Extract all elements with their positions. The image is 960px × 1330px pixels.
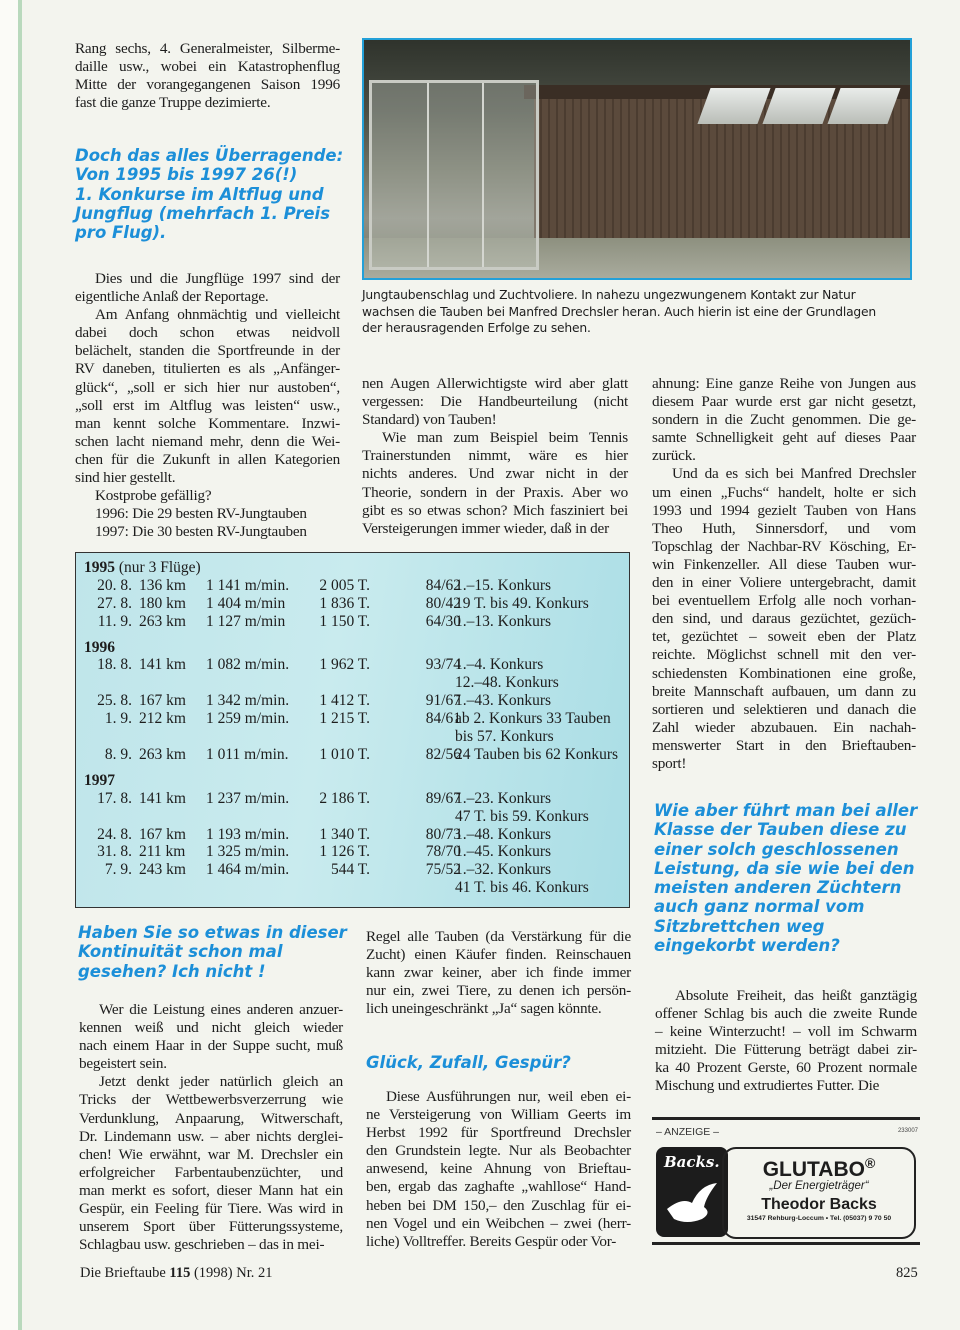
table-row	[84, 710, 629, 728]
birds-total: 1 126 T.	[319, 843, 370, 861]
table-row	[84, 613, 629, 631]
text-line: – keine Winterzucht! – voll im Schwarm	[655, 1023, 917, 1041]
flight-date: 24. 8.	[97, 825, 132, 843]
text-line: nen Vogel und ein Weibchen – zwei (herr-	[366, 1214, 631, 1232]
text-line: Und da es sich bei Manfred Drechsler	[672, 465, 916, 483]
distance: 167 km	[139, 692, 186, 710]
paragraph	[652, 465, 916, 773]
product-name-text: GLUTABO	[762, 1158, 865, 1181]
heading-line: Leistung, da sie wie bei den	[654, 858, 915, 878]
text-line: sind hier gestellt.	[75, 469, 176, 487]
paragraph	[75, 523, 340, 541]
binding-edge	[18, 0, 22, 1330]
column-3-body-text	[652, 375, 916, 773]
result: 41 T. bis 46. Konkurs	[455, 879, 589, 897]
flight-date: 8. 9.	[104, 745, 132, 763]
speed: 1 464 m/min.	[206, 861, 290, 879]
speed: 1 404 m/min	[206, 594, 286, 612]
text-line: RV daneben, titulierten es als „Anfänger-	[75, 360, 340, 378]
text-line: „soll erst im Altflug was leisten“ usw.,	[75, 396, 340, 414]
birds-total: 1 010 T.	[319, 745, 370, 763]
text-line: zurück.	[652, 447, 696, 465]
speed: 1 193 m/min.	[206, 825, 290, 843]
text-line: Rang sechs, 4. Generalmeister, Silberme-	[75, 40, 340, 57]
ad-code: 233007	[897, 1128, 918, 1134]
heading-line: Klasse der Tauben diese zu	[654, 820, 907, 840]
ad-top-rule	[652, 1117, 920, 1120]
heading-line: Haben Sie so etwas in dieser	[78, 923, 347, 942]
text-line: man kennt solche Kommentare. Inzwi-	[75, 414, 340, 432]
distance: 136 km	[139, 576, 186, 594]
heading-line: 1. Konkurse im Altflug und	[75, 184, 324, 204]
table-row	[84, 674, 629, 692]
text-line: reichte. Möglichst schnell mit den ver-	[652, 646, 916, 664]
paragraph	[75, 505, 340, 523]
table-year-heading	[84, 639, 629, 657]
photo-caption	[362, 287, 922, 337]
text-line: Dies und die Jungflüge 1997 sind der	[95, 270, 340, 287]
text-line: ahnung: Eine ganze Reihe von Jungen aus	[652, 375, 916, 392]
distance: 212 km	[139, 710, 186, 728]
distance: 141 km	[139, 656, 186, 674]
text-line: ka 40 Prozent Gerste, 60 Prozent normale	[655, 1059, 917, 1077]
text-line: liche) Volltreffer. Bereits Gespür oder Vor-	[366, 1232, 617, 1250]
heading-line: Glück, Zufall, Gespür?	[366, 1053, 571, 1072]
caption-line: der herausragenden Erfolge zu sehen.	[362, 321, 591, 335]
column-2-body-text	[362, 375, 628, 538]
text-line: nichts anderes. Und zwar nicht in der	[362, 465, 628, 483]
text-line: um einen „Fuchs“ handelt, holte er sich	[652, 483, 916, 501]
column-1-body-text	[75, 270, 340, 541]
product-name	[724, 1155, 914, 1182]
flight-date: 25. 8.	[97, 692, 132, 710]
text-line: Standard) von Tauben!	[362, 411, 497, 429]
birds-total: 1 150 T.	[319, 612, 370, 630]
text-line: menswerter Start in den Brieftauben-	[652, 736, 916, 754]
flight-date: 17. 8.	[97, 789, 132, 807]
distance: 211 km	[139, 843, 186, 861]
backs-logo	[656, 1147, 728, 1237]
text-line: Zahl wieder abzubauen. Ein nachah-	[652, 718, 916, 736]
paragraph	[79, 1073, 343, 1254]
dove-icon	[662, 1179, 722, 1229]
page-number: 825	[896, 1265, 918, 1281]
journal-name: Die Brieftaube	[80, 1265, 170, 1281]
speed: 1 082 m/min.	[206, 656, 290, 674]
speed: 1 325 m/min.	[206, 843, 290, 861]
text-line: heben bei DM 150,– den Zuschlag für ei-	[366, 1196, 631, 1214]
ad-bottom-rule	[652, 1242, 920, 1245]
birds-ratio: 78/70	[425, 843, 461, 861]
result: 12.–48. Konkurs	[455, 674, 559, 692]
text-line: unserem Sport über Fütterungssysteme,	[79, 1218, 343, 1236]
text-line: ne Versteigerung von William Geerts im	[366, 1106, 631, 1124]
flight-date: 1. 9.	[104, 710, 132, 728]
table-row	[84, 746, 629, 764]
text-line: chen für die Zukunft in allen Kategorien	[75, 450, 340, 468]
flight-date: 31. 8.	[97, 843, 132, 861]
table-row	[84, 843, 629, 861]
result: 1.–32. Konkurs	[455, 861, 552, 879]
table-spacer	[84, 764, 629, 772]
text-line: sondern in die Zucht genommen. Die ge-	[652, 411, 916, 429]
heading-line: gesehen? Ich nicht !	[78, 961, 266, 981]
distance: 263 km	[139, 612, 186, 630]
text-line: Kostprobe gefällig?	[95, 487, 212, 505]
speed: 1 259 m/min.	[206, 710, 290, 728]
birds-total: 1 836 T.	[319, 594, 370, 612]
heading-line: Sitzbrettchen weg	[654, 916, 825, 936]
flight-date: 27. 8.	[97, 594, 132, 612]
text-line: offener Schlag bis auch die zweite Runde	[655, 1005, 917, 1023]
text-line: Mischung und extrudiertes Futter. Die	[655, 1077, 880, 1095]
heading-line: auch ganz normal vom	[654, 897, 865, 917]
text-line: nen Augen Allerwichtigste wird aber glatt	[362, 375, 628, 392]
paragraph	[366, 1088, 631, 1251]
text-line: lich uneingeschränkt „Ja“ sagen könnte.	[366, 1000, 602, 1018]
heading-wie-aber	[654, 801, 924, 955]
text-line: Diese Ausführungen nur, weil eben ei-	[386, 1088, 631, 1105]
text-line: samte Schnelligkeit geht auf dieses Paar	[652, 429, 916, 447]
text-line: den sind, und daraus gezüchtet, gezüch-	[652, 610, 916, 628]
text-line: breite Mannschaft aufbauen, um dann zu	[652, 682, 916, 700]
distance: 167 km	[139, 825, 186, 843]
text-line: Wer die Leistung eines anderen anzuer-	[99, 1001, 343, 1018]
result: ab 2. Konkurs 33 Tauben	[455, 710, 611, 728]
text-line: Am Anfang ohnmächtig und vielleicht	[95, 306, 340, 324]
text-line: mitzieht. Die Fütterung beträgt dabei zir-	[655, 1041, 917, 1059]
birds-ratio: 93/74	[425, 656, 461, 674]
column-2-bottom-text	[366, 1088, 631, 1251]
ad-label: – ANZEIGE –	[656, 1126, 720, 1138]
result: 1.–4. Konkurs	[455, 656, 544, 674]
heading-line: Doch das alles Überragende:	[75, 146, 344, 165]
text-line: Topschlag der Nachbar-RV Kösching, Er-	[652, 537, 916, 555]
caption-line: wachsen die Tauben bei Manfred Drechsler heran. Auch hierin ist eine der Grundlagen	[362, 304, 876, 319]
year-label: 1997	[84, 771, 115, 789]
heading-glueck-zufall	[366, 1053, 636, 1072]
text-line: daille usw., wobei ein Katastrophenflug	[75, 58, 340, 76]
result: 1.–13. Konkurs	[455, 612, 552, 630]
text-line: den Grundstein legte. Nur als Beobachter	[366, 1142, 631, 1160]
text-line: Mitte der vorangegangenen Saison 1996	[75, 76, 340, 94]
text-line: kann zwar keiner, aber ich finde immer	[366, 964, 631, 982]
text-line: Wie man zum Beispiel beim Tennis	[382, 429, 628, 447]
speed: 1 011 m/min.	[206, 745, 289, 763]
text-line: schen lacht niemand mehr, denn die Wei-	[75, 432, 340, 450]
text-line: ben, ergab das zaghafte „wahllose“ Hand-	[366, 1178, 631, 1196]
text-line: Regel alle Tauben (da Verstärkung für die	[366, 928, 631, 945]
text-line: Absolute Freiheit, das heißt ganztägig	[675, 987, 917, 1004]
table-row	[84, 595, 629, 613]
birds-total: 2 186 T.	[319, 789, 370, 807]
speed: 1 141 m/min.	[206, 576, 290, 594]
paragraph	[75, 40, 340, 112]
table-year-heading	[84, 559, 629, 577]
company-address: 31547 Rehburg-Loccum • Tel. (05037) 9 70 50	[746, 1215, 892, 1222]
heading-line: Wie aber führt man bei aller	[654, 801, 918, 820]
flight-date: 7. 9.	[104, 861, 132, 879]
birds-ratio: 84/62	[425, 576, 461, 594]
text-line: 1993 und 1994 gezielt Tauben von Hans	[652, 501, 916, 519]
table-row	[84, 790, 629, 808]
text-line: sport!	[652, 754, 687, 772]
column-1-intro-text	[75, 40, 340, 112]
registered-mark: ®	[864, 1155, 876, 1171]
paragraph	[652, 375, 916, 465]
birds-ratio: 64/30	[425, 612, 461, 630]
speed: 1 237 m/min.	[206, 789, 290, 807]
logo-text: Backs.	[664, 1153, 720, 1171]
text-line: vergessen: Die Handbeurteilung (nicht	[362, 393, 628, 411]
birds-total: 2 005 T.	[319, 576, 370, 594]
speed: 1 127 m/min	[206, 612, 286, 630]
heading-haben-sie	[78, 923, 353, 981]
result: 47 T. bis 59. Konkurs	[455, 807, 589, 825]
text-line: 1997: Die 30 besten RV-Jungtauben	[95, 523, 307, 541]
advertisement-glutabo	[652, 1117, 920, 1247]
birds-total: 1 215 T.	[319, 710, 370, 728]
distance: 263 km	[139, 745, 186, 763]
text-line: fast die ganze Truppe dezimierte.	[75, 94, 271, 112]
text-line: Zucht) einen Käufer finden. Reinschauen	[366, 946, 631, 964]
text-line: glück“, „soll er sich hier nur austoben“,	[75, 378, 340, 396]
result: 19 T. bis 49. Konkurs	[455, 594, 589, 612]
heading-line: Kontinuität schon mal	[78, 942, 283, 962]
birds-ratio: 84/61	[425, 710, 461, 728]
text-line: Gespür, ein Feeling für Tiere. Was wird in	[79, 1200, 343, 1218]
text-line: sortieren und selektieren und danach die	[652, 700, 916, 718]
table-row	[84, 808, 629, 826]
text-line: chen! Wie erwähnt, war M. Drechsler ein	[79, 1145, 343, 1163]
text-line: Schlagbau usw. geschrieben – das in mei-	[79, 1236, 325, 1254]
paragraph	[75, 270, 340, 306]
paragraph	[366, 928, 631, 1018]
text-line: bei eventuellem Erfolg alle noch vorhan-	[652, 592, 916, 610]
text-line: belächelt, standen die Sportfreunde in der	[75, 342, 340, 360]
paragraph	[362, 375, 628, 429]
text-line: nach einem Haar in der Suppe sucht, muß	[79, 1037, 343, 1055]
journal-issue: (1998) Nr. 21	[190, 1265, 273, 1281]
table-row	[84, 692, 629, 710]
result: 1.–23. Konkurs	[455, 789, 552, 807]
result: 24 Tauben bis 62 Konkurs	[455, 745, 619, 763]
text-line: Jetzt denkt jeder natürlich gleich an	[99, 1073, 343, 1091]
table-row	[84, 861, 629, 879]
text-line: Trainerstunden nimmt, wäre es hier	[362, 447, 628, 465]
year-note: (nur 3 Flüge)	[118, 559, 201, 576]
text-line: nur ein, zwei Tiere, zu denen ich persön-	[366, 982, 631, 1000]
year-label: 1996	[84, 638, 115, 656]
text-line: win Finkenzeller. All diese Tauben wur-	[652, 555, 916, 573]
text-line: begeistert sein.	[79, 1055, 167, 1073]
text-line: Tricks der Wettbewerbsverzerrung wie	[79, 1091, 343, 1109]
photo-pigeon-loft	[362, 38, 912, 280]
birds-ratio: 80/73	[425, 825, 461, 843]
heading-doch-das-alles	[75, 146, 350, 242]
heading-line: eingekorbt werden?	[654, 936, 840, 956]
heading-line: Jungflug (mehrfach 1. Preis	[75, 203, 331, 223]
paragraph	[75, 306, 340, 487]
caption-line: Jungtaubenschlag und Zuchtvoliere. In nahezu ungezwungenem Kontakt zur Natur	[362, 288, 856, 302]
table-row	[84, 728, 629, 746]
text-line: 1996: Die 29 besten RV-Jungtauben	[95, 505, 307, 523]
journal-volume: 115	[169, 1265, 191, 1281]
text-line: Herbst 1992 für Sportfreund Drechsler	[366, 1124, 631, 1142]
result: 1.–43. Konkurs	[455, 692, 552, 710]
birds-ratio: 91/67	[425, 692, 461, 710]
table-row	[84, 656, 629, 674]
text-line: Versteigerungen immer wieder, daß in der	[362, 519, 609, 537]
text-line: dabei doch schon etwas neidvoll	[75, 324, 340, 342]
table-row	[84, 577, 629, 595]
paragraph	[79, 1001, 343, 1073]
birds-total: 1 340 T.	[319, 825, 370, 843]
birds-ratio: 75/52	[425, 861, 461, 879]
birds-total: 544 T.	[330, 861, 370, 879]
heading-line: pro Flug).	[75, 223, 167, 243]
text-line: Dr. Lindemann usw. – aber nichts derglei-	[79, 1127, 343, 1145]
heading-line: einer solch geschlossenen	[654, 839, 899, 859]
result: 1.–48. Konkurs	[455, 825, 552, 843]
text-line: eigentliche Anlaß der Reportage.	[75, 288, 269, 306]
birds-ratio: 80/42	[425, 594, 461, 612]
text-line: gibt es so etwas schon? Mich fasziniert bei	[362, 501, 628, 519]
table-row	[84, 879, 629, 897]
year-label: 1995	[84, 559, 115, 576]
product-slogan: „Der Energieträger“	[769, 1180, 869, 1192]
text-line: tet, gezüchtet – soweit eben der Platz	[652, 628, 916, 646]
result: 1.–15. Konkurs	[455, 576, 552, 594]
column-3-lower-text	[655, 987, 917, 1096]
text-line: erfolgreicher Farbentaubenzüchter, und	[79, 1163, 343, 1181]
birds-total: 1 412 T.	[319, 692, 370, 710]
text-line: schiedensten Kombinationen eine große,	[652, 664, 916, 682]
text-line: kennen weiß und nicht gleich wieder	[79, 1019, 343, 1037]
distance: 180 km	[139, 594, 186, 612]
distance: 141 km	[139, 789, 186, 807]
paragraph	[75, 487, 340, 505]
column-1-lower-text	[79, 1001, 343, 1254]
flight-date: 11. 9.	[97, 612, 132, 630]
paragraph	[362, 429, 628, 538]
text-line: man merkt es sofort, dieser Mann hat ein	[79, 1181, 343, 1199]
result: bis 57. Konkurs	[455, 728, 554, 746]
page-margin	[0, 0, 18, 1330]
speed: 1 342 m/min.	[206, 692, 290, 710]
paragraph	[655, 987, 917, 1096]
birds-ratio: 89/67	[425, 789, 461, 807]
table-row	[84, 826, 629, 844]
flight-date: 18. 8.	[97, 656, 132, 674]
footer-journal	[80, 1265, 273, 1282]
text-line: anwesend, keine Ahnung von Brieftau-	[366, 1160, 631, 1178]
company-name: Theodor Backs	[761, 1196, 877, 1213]
table-year-heading	[84, 772, 629, 790]
ad-text-box	[722, 1147, 916, 1239]
column-2-lower-text	[366, 928, 631, 1018]
heading-line: meisten anderen Züchtern	[654, 878, 902, 898]
result: 1.–45. Konkurs	[455, 843, 552, 861]
text-line: den in einer Voliere untergebracht, damit	[652, 574, 916, 592]
text-line: Theorie, sondern in der Praxis. Aber wo	[362, 483, 628, 501]
heading-line: Von 1995 bis 1997 26(!)	[75, 165, 298, 185]
birds-ratio: 82/56	[425, 745, 461, 763]
birds-total: 1 962 T.	[319, 656, 370, 674]
table-spacer	[84, 631, 629, 639]
text-line: diesem Paar wurde erst gar nicht gesetzt,	[652, 393, 916, 411]
distance: 243 km	[139, 861, 186, 879]
results-table	[75, 552, 630, 908]
text-line: Verdunklung, Anpaarung, Witwerschaft,	[79, 1109, 343, 1127]
greenhouse-aviary	[369, 80, 539, 270]
flight-date: 20. 8.	[97, 576, 132, 594]
text-line: Theo Huth, Sinnersdorf, und vom	[652, 519, 916, 537]
